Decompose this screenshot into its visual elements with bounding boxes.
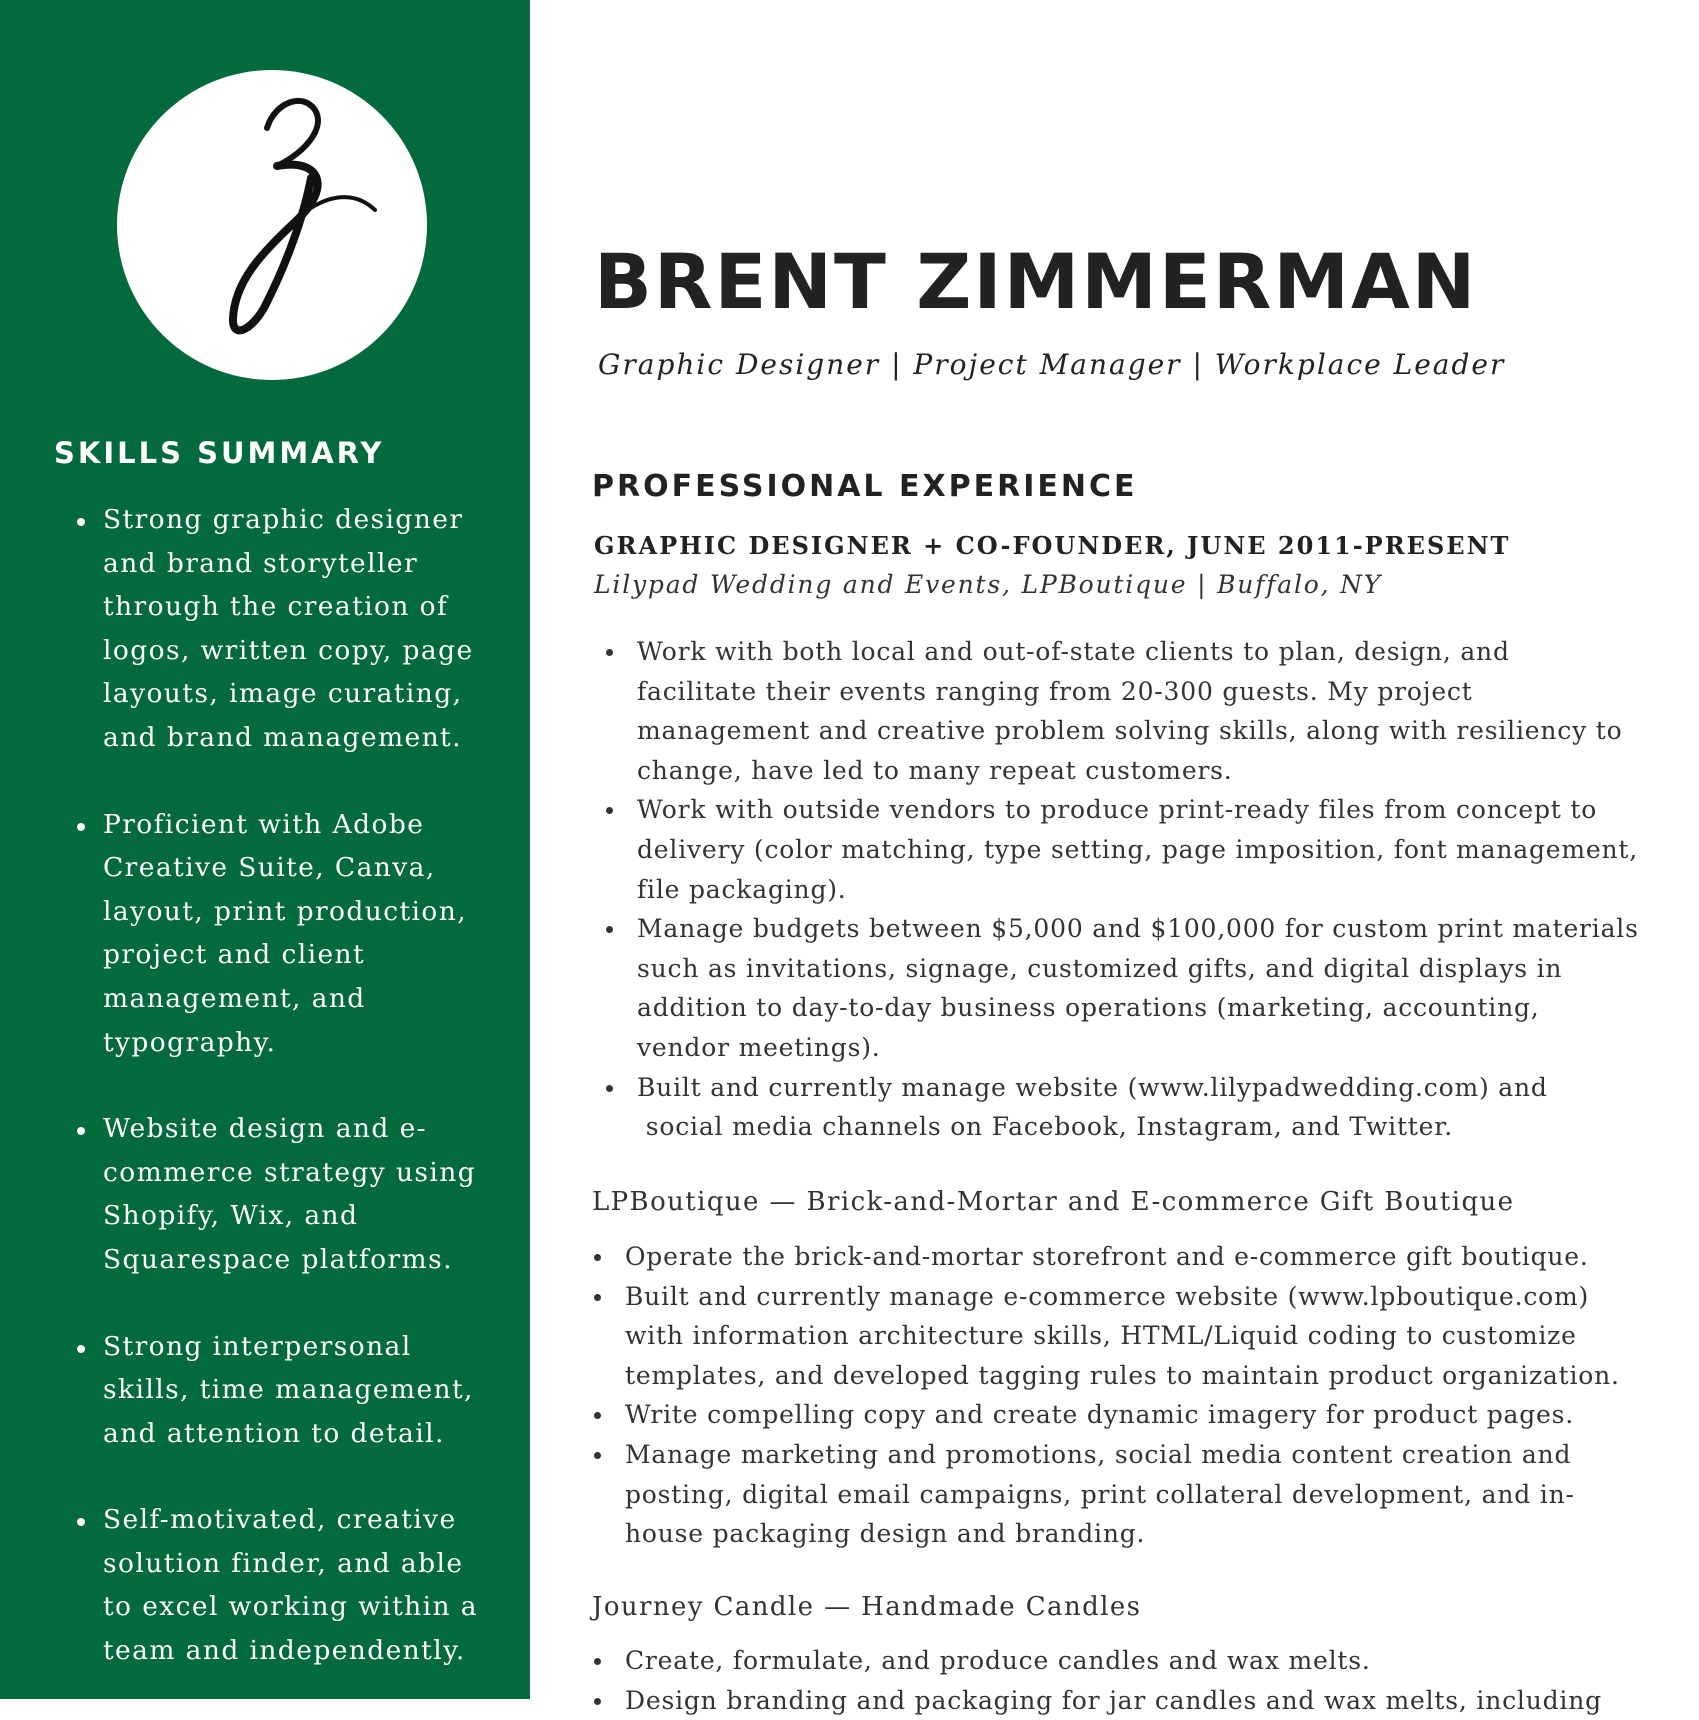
skill-item [103, 1325, 503, 1456]
bullet-line: social media channels on Facebook, Instagram, and Twitter. [637, 1112, 1453, 1142]
bullet-line: house packaging design and branding. [625, 1519, 1146, 1549]
skill-line: layouts, image curating, [103, 678, 463, 710]
bullet-line: templates, and developed tagging rules to maintain product organization. [625, 1360, 1620, 1390]
skill-line: to excel working within a [103, 1591, 479, 1623]
skill-line: project and client [103, 939, 366, 971]
journey-candle-heading: Journey Candle — Handmade Candles [592, 1592, 1142, 1622]
skill-line: logos, written copy, page [103, 634, 474, 666]
bullet-line: Built and currently manage website (www.lilypadwedding.com) and [637, 1072, 1548, 1102]
bullet-line: Built and currently manage e-commerce website (www.lpboutique.com) [625, 1281, 1590, 1311]
skill-line: solution finder, and able [103, 1547, 464, 1579]
list-item [625, 1395, 1620, 1435]
bullet-line: Work with both local and out-of-state clients to plan, design, and [637, 637, 1510, 666]
sidebar [0, 0, 530, 1699]
bullet-line: Design branding and packaging for jar candles and wax melts, including [625, 1685, 1602, 1715]
monogram-logo-icon [117, 70, 427, 380]
skill-line: Strong interpersonal [103, 1330, 412, 1362]
logo-script-mark [233, 101, 375, 330]
bullet-line: addition to day-to-day business operations (marketing, accounting, [637, 993, 1540, 1023]
bullet-line: Write compelling copy and create dynamic imagery for product pages. [625, 1400, 1575, 1430]
skill-line: Strong graphic designer [103, 504, 464, 535]
list-item [637, 909, 1639, 1067]
skill-line: Self-motivated, creative [103, 1504, 457, 1536]
bullet-line: management and creative problem solving skills, along with resiliency to [637, 716, 1623, 746]
skill-line: Squarespace platforms. [103, 1243, 453, 1275]
skill-line: Proficient with Adobe [103, 808, 425, 840]
list-item [625, 1681, 1602, 1720]
skill-item [103, 1107, 503, 1281]
skill-line: layout, print production, [103, 895, 468, 927]
skill-line: Website design and e- [103, 1113, 428, 1145]
list-item [625, 1237, 1620, 1277]
bullet-line: with information architecture skills, HTML/Liquid coding to customize [625, 1321, 1577, 1351]
bullet-line: facilitate their events ranging from 20-300 guests. My project [637, 676, 1473, 706]
bullet-line: Operate the brick-and-mortar storefront and e-commerce gift boutique. [625, 1242, 1589, 1271]
bullet-line: Create, formulate, and produce candles and wax melts. [625, 1646, 1371, 1675]
bullet-line: such as invitations, signage, customized gifts, and digital displays in [637, 953, 1563, 983]
bullet-line: vendor meetings). [637, 1032, 881, 1062]
bullet-line: posting, digital email campaigns, print collateral development, and in- [625, 1479, 1575, 1509]
job-company: Lilypad Wedding and Events, LPBoutique | Buffalo, NY [594, 570, 1383, 599]
skill-line: skills, time management, [103, 1374, 474, 1406]
journey-candle-bullet-list [625, 1641, 1602, 1720]
bullet-line: change, have led to many repeat customers. [637, 755, 1233, 785]
list-item [625, 1277, 1620, 1396]
skill-item [103, 803, 503, 1065]
skill-line: management, and [103, 982, 366, 1014]
bullet-line: file packaging). [637, 874, 847, 904]
skill-line: and brand storyteller [103, 547, 419, 579]
lpboutique-bullet-list [625, 1237, 1620, 1554]
professional-experience-heading: PROFESSIONAL EXPERIENCE [592, 469, 1138, 504]
job-title: GRAPHIC DESIGNER + CO-FOUNDER, JUNE 2011-PRESENT [594, 531, 1511, 560]
skill-line: commerce strategy using [103, 1156, 477, 1188]
skill-line: typography. [103, 1026, 277, 1058]
skills-summary-heading: SKILLS SUMMARY [54, 436, 385, 470]
skill-line: and attention to detail. [103, 1417, 445, 1449]
skill-line: Creative Suite, Canva, [103, 852, 436, 884]
skill-item [103, 498, 503, 760]
skill-line: team and independently. [103, 1635, 466, 1667]
bullet-line: Work with outside vendors to produce print-ready files from concept to [637, 795, 1598, 825]
list-item [637, 632, 1639, 790]
candidate-tagline: Graphic Designer | Project Manager | Workplace Leader [598, 348, 1506, 381]
skill-item [103, 1498, 503, 1672]
candidate-name: BRENT ZIMMERMAN [594, 237, 1478, 326]
job-bullet-list [637, 632, 1639, 1147]
list-item [625, 1641, 1602, 1681]
bullet-line: Manage marketing and promotions, social media content creation and [625, 1439, 1572, 1469]
list-item [637, 1068, 1639, 1147]
lpboutique-heading: LPBoutique — Brick-and-Mortar and E-commerce Gift Boutique [592, 1187, 1515, 1217]
skill-line: through the creation of [103, 591, 449, 623]
list-item [625, 1435, 1620, 1554]
skill-line: and brand management. [103, 721, 462, 753]
bullet-line: Manage budgets between $5,000 and $100,000 for custom print materials [637, 914, 1639, 944]
logo [117, 70, 427, 380]
bullet-line: delivery (color matching, type setting, page imposition, font management, [637, 834, 1638, 864]
skills-list [103, 498, 503, 1699]
skill-line: Shopify, Wix, and [103, 1200, 359, 1232]
list-item [637, 790, 1639, 909]
